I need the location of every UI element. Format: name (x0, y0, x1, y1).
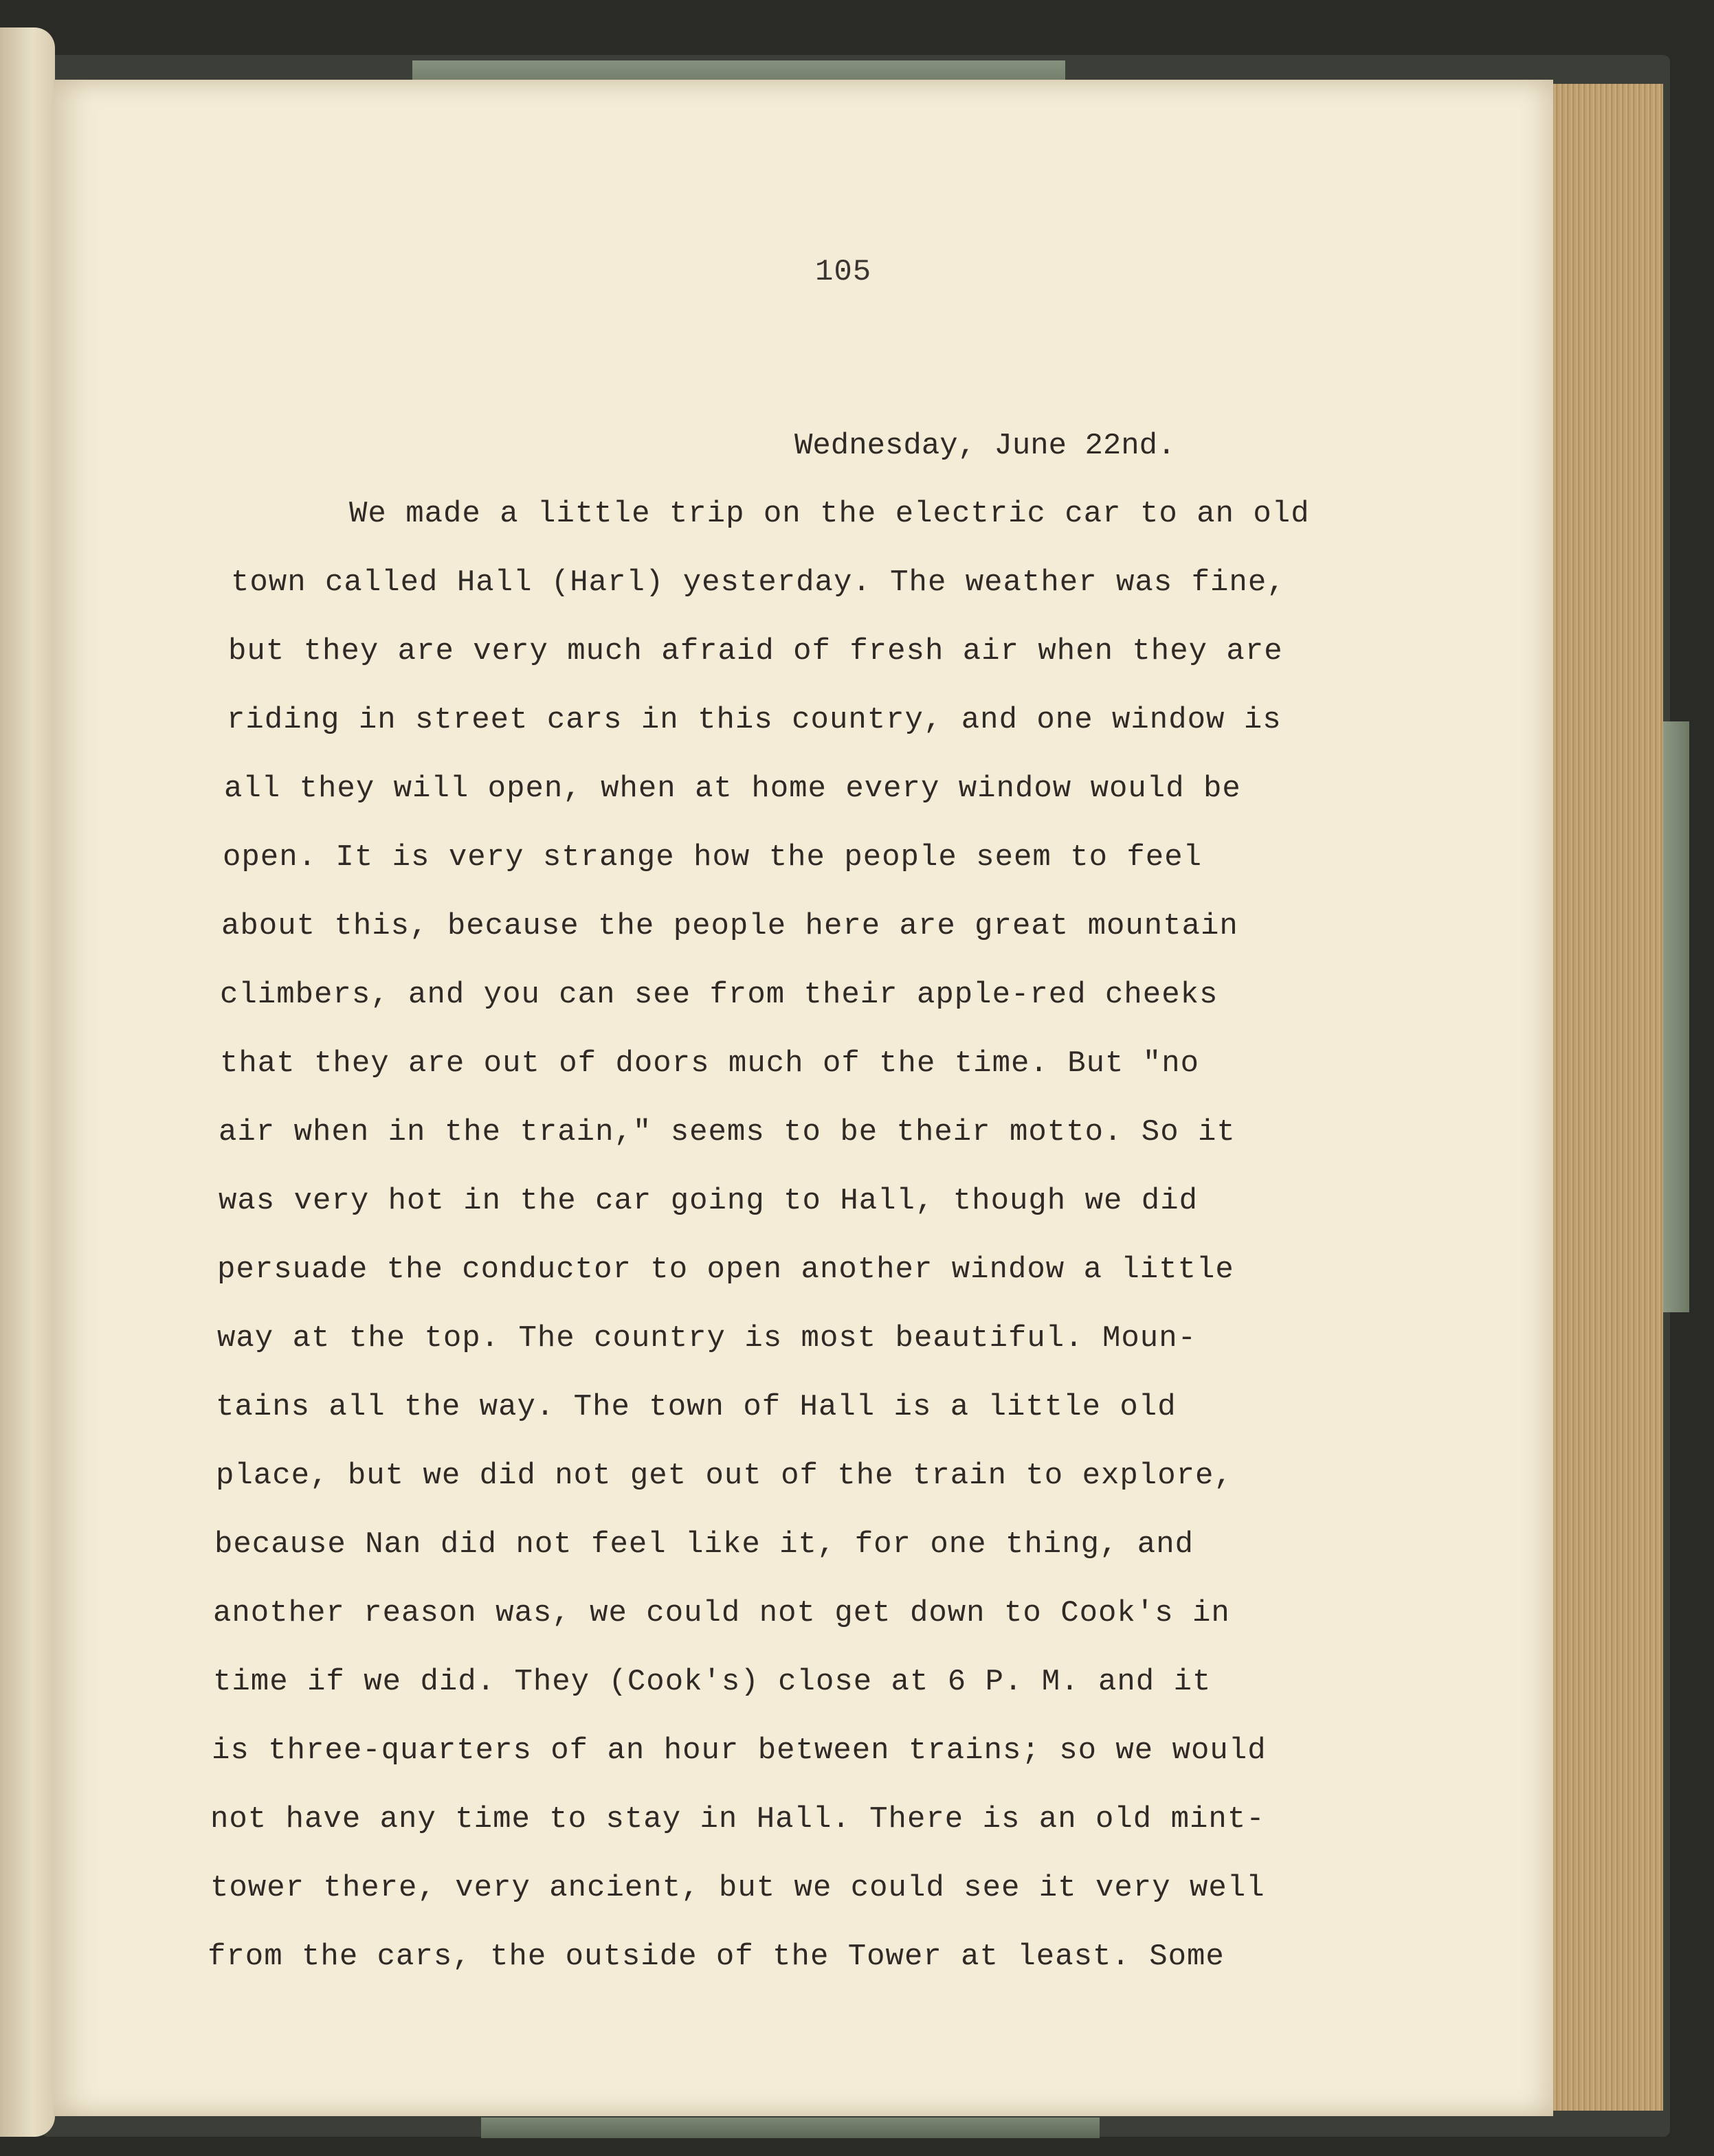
text-line: another reason was, we could not get down to Cook's in (213, 1596, 1230, 1630)
text-line: town called Hall (Harl) yesterday. The weather was fine, (231, 565, 1286, 600)
text-line: climbers, and you can see from their apple-red cheeks (220, 978, 1218, 1012)
text-line: time if we did. They (Cook's) close at 6 P. M. and it (213, 1665, 1212, 1699)
page-block-edges (1552, 84, 1663, 2111)
page-number: 105 (815, 255, 872, 289)
text-line: all they will open, when at home every window would be (224, 772, 1241, 806)
cloth-binding-strip-side (1662, 721, 1689, 1312)
text-line: because Nan did not feel like it, for one thing, and (214, 1527, 1194, 1562)
text-line: place, but we did not get out of the train to explore, (216, 1459, 1233, 1493)
entry-date: Wednesday, June 22nd. (794, 429, 1176, 463)
text-line: that they are out of doors much of the time. But "no (220, 1046, 1200, 1081)
previous-page-edge (0, 27, 55, 2137)
text-line: open. It is very strange how the people seem to feel (223, 840, 1203, 875)
text-line: tains all the way. The town of Hall is a little old (216, 1390, 1177, 1424)
text-line: persuade the conductor to open another window a little (217, 1253, 1234, 1287)
text-line: but they are very much afraid of fresh air when they are (228, 634, 1283, 669)
text-line: not have any time to stay in Hall. There is an old mint- (210, 1802, 1265, 1837)
text-line: riding in street cars in this country, and one window is (227, 703, 1282, 737)
text-line: way at the top. The country is most beautiful. Moun- (217, 1321, 1197, 1356)
text-line: tower there, very ancient, but we could see it very well (210, 1871, 1265, 1905)
text-line: from the cars, the outside of the Tower at least. Some (208, 1940, 1225, 1974)
book-page (54, 80, 1553, 2116)
text-line: about this, because the people here are great mountain (221, 909, 1238, 943)
text-line: We made a little trip on the electric car to an old (349, 497, 1310, 531)
text-line: is three-quarters of an hour between trains; so we would (212, 1733, 1267, 1768)
text-line: was very hot in the car going to Hall, though we did (219, 1184, 1199, 1218)
text-line: air when in the train," seems to be their motto. So it (219, 1115, 1236, 1149)
cloth-binding-strip-bottom (481, 2118, 1100, 2138)
